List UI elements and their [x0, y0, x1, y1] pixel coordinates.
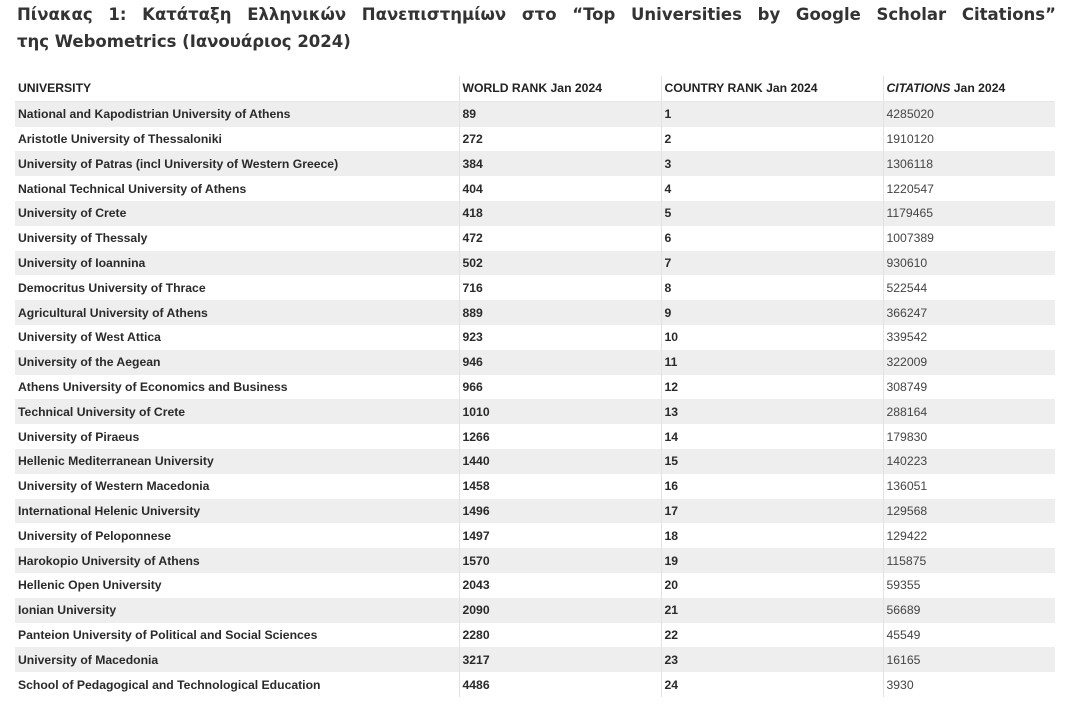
header-citations-label: CITATIONS	[886, 81, 951, 96]
table-row	[15, 176, 1055, 201]
cell-citations: 1179465	[883, 201, 1055, 226]
cell-country-rank: 18	[661, 523, 883, 548]
caption-word: Πίνακας	[17, 5, 93, 24]
cell-country-rank: 15	[661, 449, 883, 474]
cell-world-rank: 502	[459, 251, 661, 276]
cell-university: Aristotle University of Thessaloniki	[18, 131, 222, 146]
cell-country-rank: 21	[661, 598, 883, 623]
cell-country-rank: 12	[661, 375, 883, 400]
cell-world-rank: 2280	[459, 623, 661, 648]
table-row	[15, 127, 1055, 152]
cell-world-rank: 1010	[459, 399, 661, 424]
cell-citations: 59355	[883, 573, 1055, 598]
table-body	[15, 101, 1055, 697]
table-row	[15, 226, 1055, 251]
table-row	[15, 672, 1055, 697]
caption-word: Πανεπιστημίων	[361, 5, 507, 24]
cell-university: Agricultural University of Athens	[18, 305, 208, 320]
cell-country-rank: 7	[661, 251, 883, 276]
cell-citations: 1007389	[883, 226, 1055, 251]
cell-world-rank: 1496	[459, 499, 661, 524]
table-row	[15, 474, 1055, 499]
table-row	[15, 275, 1055, 300]
cell-world-rank: 1266	[459, 424, 661, 449]
cell-world-rank: 1440	[459, 449, 661, 474]
cell-university: University of West Attica	[18, 330, 161, 345]
cell-world-rank: 1497	[459, 523, 661, 548]
cell-citations: 288164	[883, 399, 1055, 424]
cell-country-rank: 10	[661, 325, 883, 350]
cell-citations: 115875	[883, 548, 1055, 573]
cell-world-rank: 384	[459, 151, 661, 176]
table-row	[15, 375, 1055, 400]
header-university: UNIVERSITY	[15, 76, 459, 101]
table-row	[15, 151, 1055, 176]
cell-world-rank: 2043	[459, 573, 661, 598]
cell-country-rank: 1	[661, 101, 883, 126]
cell-citations: 3930	[883, 672, 1055, 697]
cell-university: University of the Aegean	[18, 355, 161, 370]
table-row	[15, 647, 1055, 672]
cell-world-rank: 472	[459, 226, 661, 251]
cell-citations: 522544	[883, 275, 1055, 300]
cell-citations: 129422	[883, 523, 1055, 548]
table-row	[15, 623, 1055, 648]
cell-world-rank: 923	[459, 325, 661, 350]
caption-word: “Top	[572, 5, 616, 24]
cell-world-rank: 889	[459, 300, 661, 325]
cell-citations: 1220547	[883, 176, 1055, 201]
cell-university: Technical University of Crete	[18, 404, 186, 419]
cell-university: University of Thessaly	[18, 231, 148, 246]
cell-university: Ionian University	[18, 603, 117, 618]
cell-country-rank: 2	[661, 127, 883, 152]
cell-university: National and Kapodistrian University of Athens	[18, 107, 291, 122]
cell-world-rank: 966	[459, 375, 661, 400]
cell-country-rank: 17	[661, 499, 883, 524]
caption-word: Ελληνικών	[247, 5, 347, 24]
cell-world-rank: 1570	[459, 548, 661, 573]
cell-world-rank: 2090	[459, 598, 661, 623]
table-header-row	[15, 76, 1055, 101]
table-row	[15, 399, 1055, 424]
cell-citations: 129568	[883, 499, 1055, 524]
cell-university: University of Piraeus	[18, 429, 140, 444]
table-row	[15, 300, 1055, 325]
table-caption	[17, 1, 1056, 55]
table-row	[15, 523, 1055, 548]
cell-citations: 45549	[883, 623, 1055, 648]
cell-country-rank: 9	[661, 300, 883, 325]
cell-country-rank: 6	[661, 226, 883, 251]
cell-country-rank: 14	[661, 424, 883, 449]
cell-citations: 366247	[883, 300, 1055, 325]
cell-citations: 930610	[883, 251, 1055, 276]
cell-country-rank: 4	[661, 176, 883, 201]
cell-citations: 1306118	[883, 151, 1055, 176]
cell-university: University of Western Macedonia	[18, 479, 210, 494]
caption-line-2: της Webometrics (Ιανουάριος 2024)	[17, 32, 351, 51]
cell-country-rank: 8	[661, 275, 883, 300]
cell-country-rank: 16	[661, 474, 883, 499]
rankings-table	[15, 76, 1055, 697]
cell-citations: 140223	[883, 449, 1055, 474]
caption-word: Google	[795, 5, 861, 24]
table-row	[15, 251, 1055, 276]
table-row	[15, 325, 1055, 350]
cell-country-rank: 23	[661, 647, 883, 672]
table-row	[15, 101, 1055, 126]
table-row	[15, 424, 1055, 449]
cell-university: Athens University of Economics and Business	[18, 379, 288, 394]
caption-word: Scholar	[876, 5, 947, 24]
cell-country-rank: 22	[661, 623, 883, 648]
header-citations-suffix: Jan 2024	[950, 81, 1006, 96]
cell-university: University of Patras (incl University of Western Greece)	[18, 156, 339, 171]
cell-university: Democritus University of Thrace	[18, 280, 206, 295]
caption-word: Citations”	[961, 5, 1056, 24]
cell-world-rank: 1458	[459, 474, 661, 499]
cell-country-rank: 11	[661, 350, 883, 375]
cell-country-rank: 3	[661, 151, 883, 176]
cell-citations: 16165	[883, 647, 1055, 672]
cell-university: School of Pedagogical and Technological Education	[18, 677, 321, 692]
cell-university: Hellenic Mediterranean University	[18, 454, 214, 469]
cell-citations: 1910120	[883, 127, 1055, 152]
cell-citations: 4285020	[883, 101, 1055, 126]
table-row	[15, 201, 1055, 226]
caption-word: 1:	[108, 5, 127, 24]
cell-world-rank: 3217	[459, 647, 661, 672]
cell-university: National Technical University of Athens	[18, 181, 247, 196]
caption-line-1	[17, 1, 1056, 28]
header-citations	[883, 76, 1055, 101]
cell-university: University of Crete	[18, 206, 127, 221]
cell-country-rank: 13	[661, 399, 883, 424]
cell-university: Panteion University of Political and Social Sciences	[18, 627, 318, 642]
caption-word: Κατάταξη	[142, 5, 232, 24]
header-world-rank: WORLD RANK Jan 2024	[459, 76, 661, 101]
caption-word: Universities	[631, 5, 742, 24]
cell-citations: 136051	[883, 474, 1055, 499]
cell-world-rank: 89	[459, 101, 661, 126]
table-row	[15, 598, 1055, 623]
cell-country-rank: 24	[661, 672, 883, 697]
caption-word: by	[757, 5, 781, 24]
cell-citations: 56689	[883, 598, 1055, 623]
caption-word: στο	[521, 5, 557, 24]
rankings-table-container	[15, 76, 1055, 697]
cell-world-rank: 418	[459, 201, 661, 226]
table-row	[15, 449, 1055, 474]
cell-citations: 322009	[883, 350, 1055, 375]
cell-country-rank: 5	[661, 201, 883, 226]
cell-country-rank: 20	[661, 573, 883, 598]
cell-citations: 308749	[883, 375, 1055, 400]
cell-university: International Helenic University	[18, 503, 201, 518]
table-row	[15, 499, 1055, 524]
cell-citations: 339542	[883, 325, 1055, 350]
cell-world-rank: 716	[459, 275, 661, 300]
header-country-rank: COUNTRY RANK Jan 2024	[661, 76, 883, 101]
cell-world-rank: 404	[459, 176, 661, 201]
table-row	[15, 350, 1055, 375]
cell-university: University of Peloponnese	[18, 528, 172, 543]
cell-world-rank: 272	[459, 127, 661, 152]
cell-university: University of Ioannina	[18, 255, 146, 270]
table-row	[15, 573, 1055, 598]
cell-university: Hellenic Open University	[18, 578, 162, 593]
cell-world-rank: 946	[459, 350, 661, 375]
cell-university: Harokopio University of Athens	[18, 553, 200, 568]
cell-citations: 179830	[883, 424, 1055, 449]
cell-country-rank: 19	[661, 548, 883, 573]
cell-university: University of Macedonia	[18, 652, 159, 667]
table-row	[15, 548, 1055, 573]
cell-world-rank: 4486	[459, 672, 661, 697]
